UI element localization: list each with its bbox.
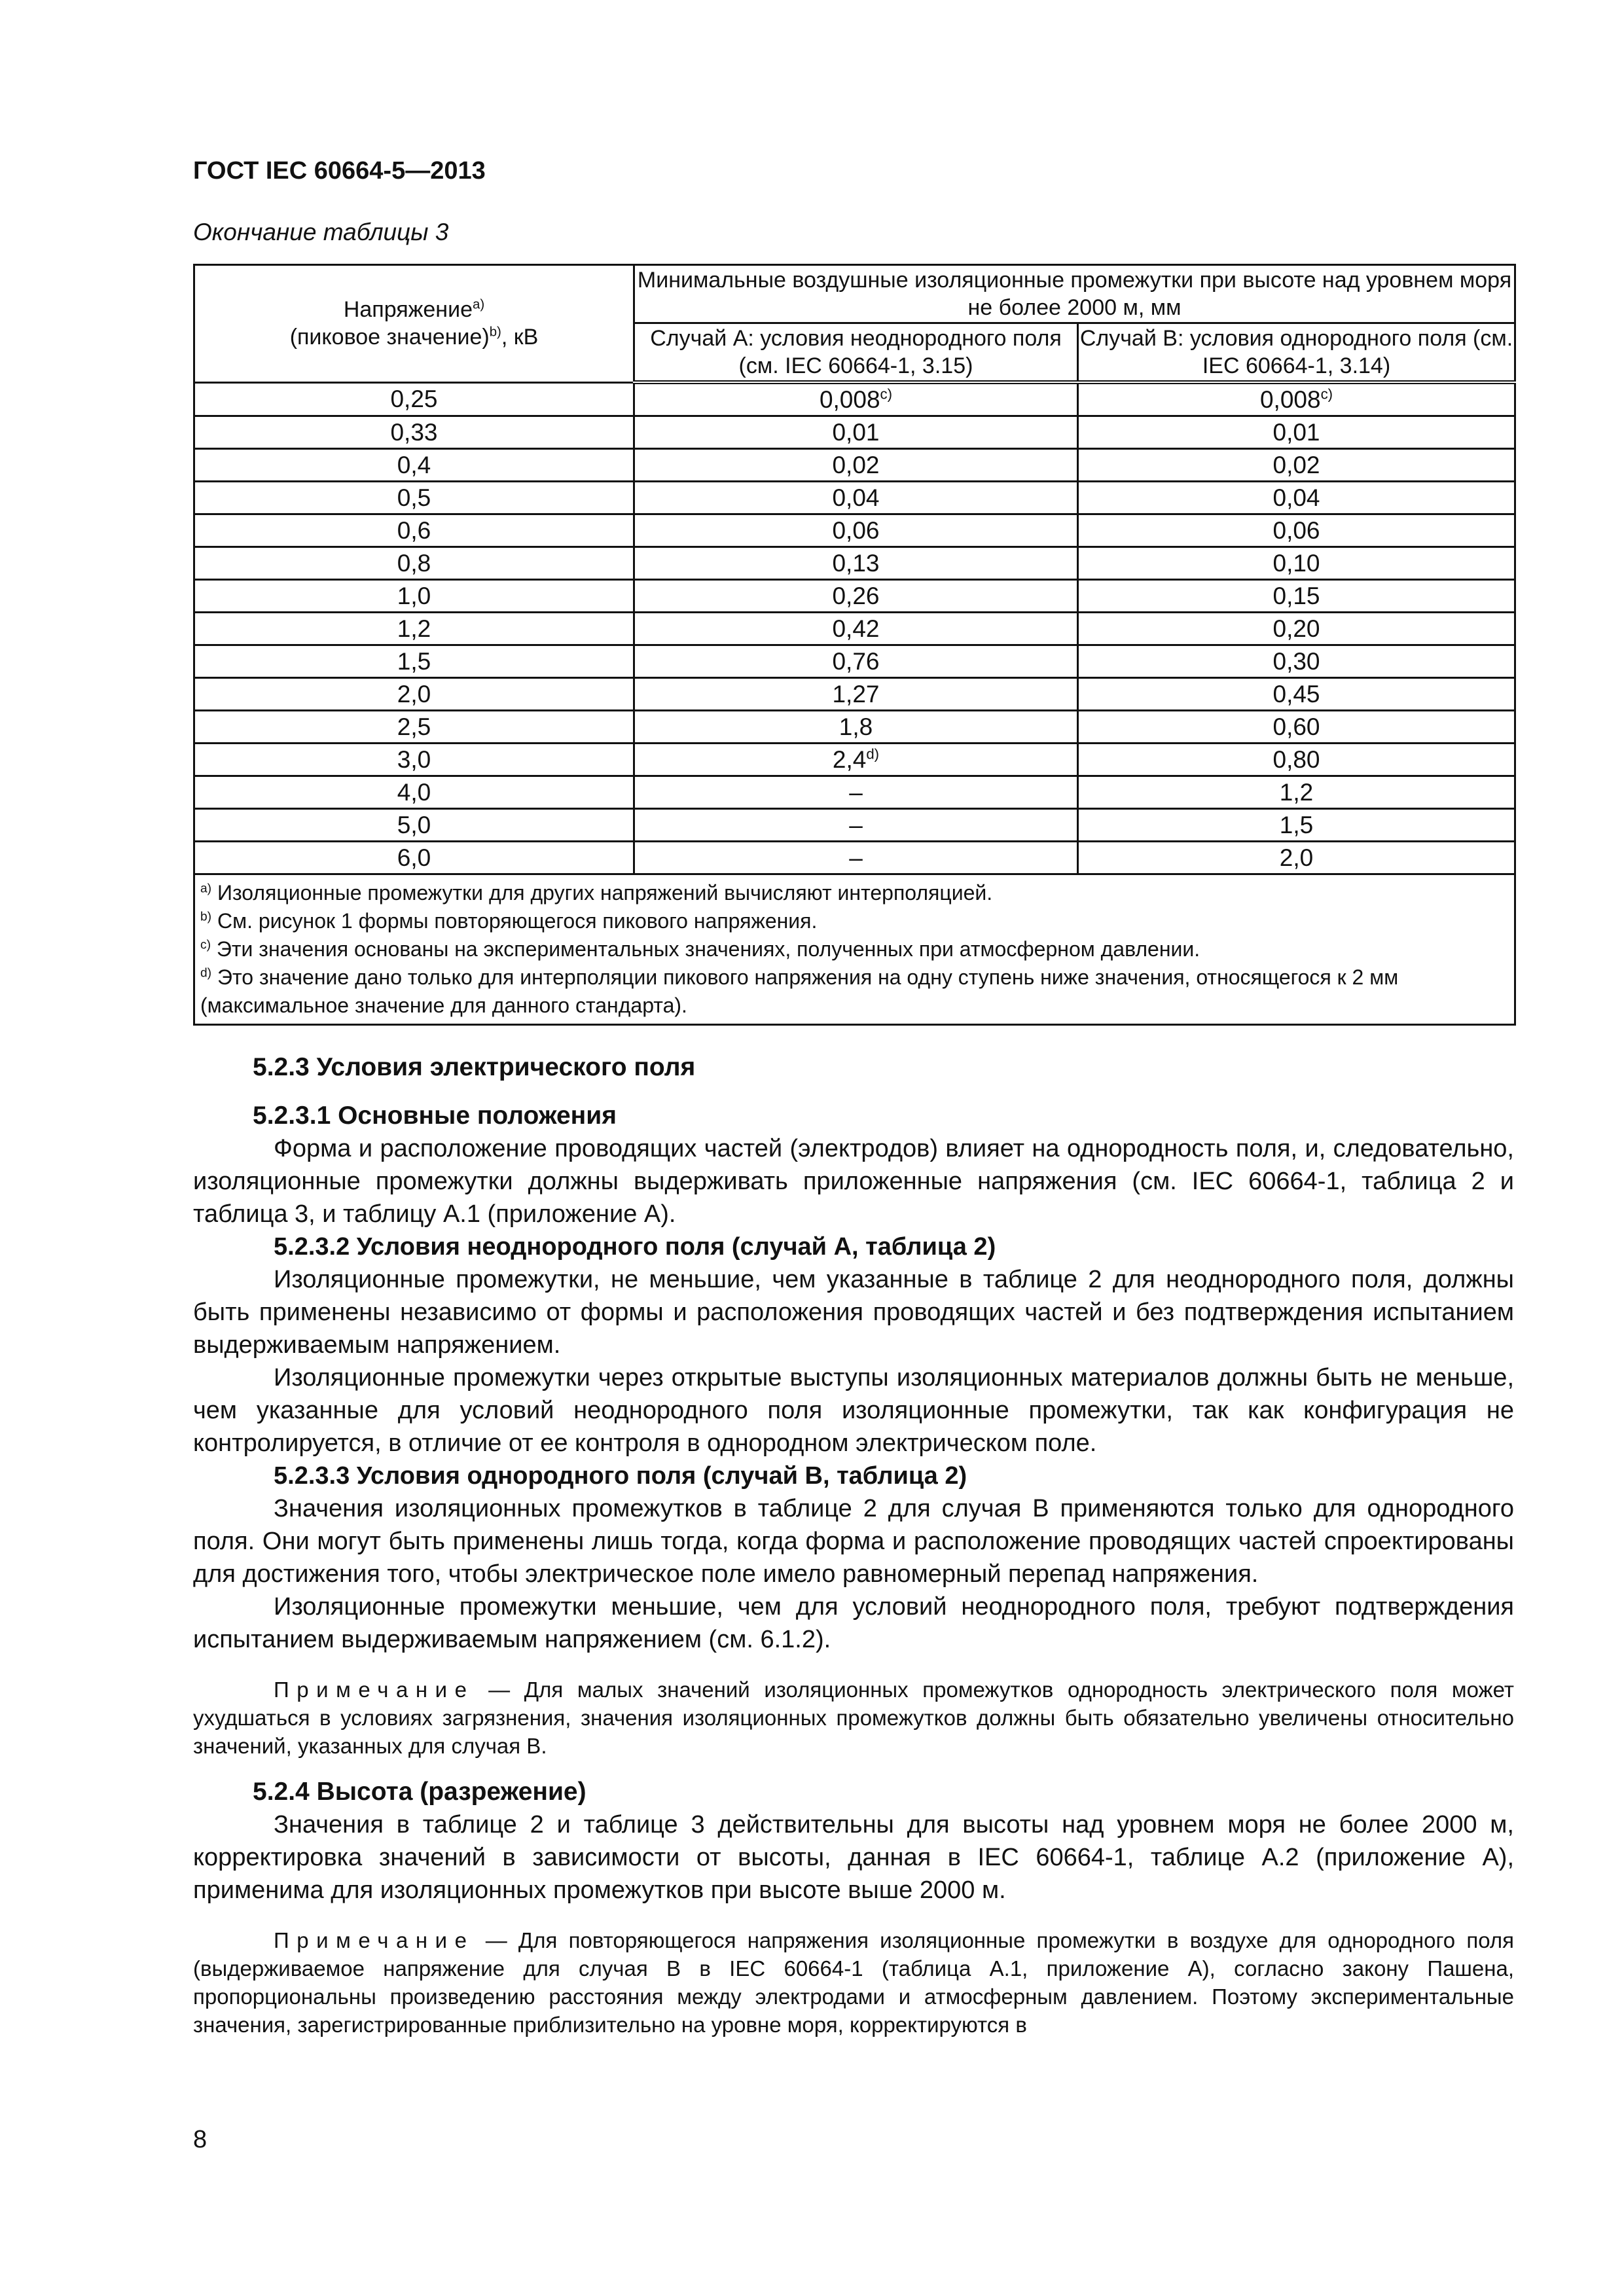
note-label: Примечание: [274, 1677, 475, 1702]
case-a-cell: 0,06: [634, 514, 1078, 547]
case-a-cell: –: [634, 842, 1078, 874]
case-b-cell: 0,60: [1078, 711, 1515, 744]
footnote: $^{a)}$ Изоляционные промежутки для других напряжений вычисляют интерполяцией.: [200, 881, 993, 905]
case-a-cell: –: [634, 776, 1078, 809]
paragraph-5232-2: Изоляционные промежутки через открытые выступы изоляционных материалов должны быть не меньше, чем указанные для условий неоднородного поля изоляционные промежутки, так как конфигурация не контролируется, в отличие от ее контроля в однородном электрическом поле.: [193, 1364, 1514, 1457]
voltage-cell: 0,6: [194, 514, 634, 547]
voltage-cell: 1,5: [194, 645, 634, 678]
table-row: [194, 416, 1515, 449]
table-caption: Окончание таблицы 3: [193, 219, 449, 245]
table-row: [194, 580, 1515, 613]
voltage-cell: 5,0: [194, 809, 634, 842]
case-a-cell: 0,02: [634, 449, 1078, 482]
section-title-5233: 5.2.3.3 Условия однородного поля (случай В, таблица 2): [274, 1462, 967, 1490]
table-row: [194, 613, 1515, 645]
paragraph-5232-1: Изоляционные промежутки, не меньшие, чем указанные в таблице 2 для неоднородного поля, должны быть применены независимо от формы и расположения проводящих частей и без подтверждения испытанием выдерживаемым напряжением.: [193, 1266, 1514, 1359]
note-1: Примечание — Для малых значений изоляционных промежутков однородность электрического поля может ухудшаться в условиях загрязнения, значения изоляционных промежутков должны быть обязательно увеличены относительно значений, указанных для случая В.: [193, 1677, 1514, 1758]
voltage-cell: 4,0: [194, 776, 634, 809]
table-row: [194, 449, 1515, 482]
voltage-cell: 6,0: [194, 842, 634, 874]
voltage-header: Напряжение$^{a)}$ (пиковое значение)$^{b)}$, кВ: [194, 265, 634, 383]
table-row: [194, 482, 1515, 514]
table-row: [194, 514, 1515, 547]
table-row: [194, 645, 1515, 678]
table-row: [194, 842, 1515, 874]
footnote: $^{c)}$ Эти значения основаны на экспериментальных значениях, полученных при атмосферном давлении.: [200, 937, 1200, 961]
case-a-cell: 1,8: [634, 711, 1078, 744]
table-footnotes: [194, 874, 1515, 1025]
case-a-header: Случай А: условия неоднородного поля (см. IEC 60664-1, 3.15): [634, 323, 1078, 383]
case-a-cell: 0,04: [634, 482, 1078, 514]
table-row: [194, 678, 1515, 711]
clearance-group-header: Минимальные воздушные изоляционные промежутки при высоте над уровнем моря не более 2000 м, мм: [634, 265, 1515, 323]
voltage-cell: 1,2: [194, 613, 634, 645]
case-a-cell: –: [634, 809, 1078, 842]
document-header: ГОСТ IEC 60664-5—2013: [193, 157, 486, 185]
case-b-cell: 0,008$^{c)}$: [1078, 382, 1515, 416]
footnote-list: [200, 879, 1509, 1020]
paragraph-5231-1: Форма и расположение проводящих частей (электродов) влияет на однородность поля, и, следовательно, изоляционные промежутки должны выдерживать приложенные напряжения (см. IEC 60664-1, таблица 2 и таблица 3, и таблицу А.1 (приложение А).: [193, 1135, 1514, 1228]
table-row: [194, 809, 1515, 842]
section-title-5232: 5.2.3.2 Условия неоднородного поля (случай А, таблица 2): [274, 1233, 996, 1261]
case-b-cell: 1,5: [1078, 809, 1515, 842]
case-b-cell: 0,02: [1078, 449, 1515, 482]
voltage-cell: 0,4: [194, 449, 634, 482]
case-b-cell: 0,80: [1078, 744, 1515, 776]
case-b-cell: 2,0: [1078, 842, 1515, 874]
section-523: [193, 1051, 1514, 2039]
table-row: [194, 711, 1515, 744]
case-a-cell: 0,76: [634, 645, 1078, 678]
case-a-cell: 1,27: [634, 678, 1078, 711]
case-a-cell: 2,4$^{d)}$: [634, 744, 1078, 776]
voltage-cell: 0,8: [194, 547, 634, 580]
case-b-cell: 1,2: [1078, 776, 1515, 809]
case-b-cell: 0,10: [1078, 547, 1515, 580]
case-b-cell: 0,20: [1078, 613, 1515, 645]
voltage-cell: 0,5: [194, 482, 634, 514]
footnote: $^{b)}$ См. рисунок 1 формы повторяющегося пикового напряжения.: [200, 909, 818, 933]
paragraph-524-1: Значения в таблице 2 и таблице 3 действительны для высоты над уровнем моря не более 2000 м, корректировка значений в зависимости от высоты, данная в IEC 60664-1, таблице А.2 (приложение А), применима для изоляционных промежутков при высоте выше 2000 м.: [193, 1811, 1514, 1904]
case-a-cell: 0,01: [634, 416, 1078, 449]
note-label: Примечание: [274, 1928, 475, 1952]
table-body: [194, 382, 1515, 874]
voltage-cell: 0,25: [194, 382, 634, 416]
case-a-cell: 0,26: [634, 580, 1078, 613]
case-b-cell: 0,06: [1078, 514, 1515, 547]
voltage-cell: 2,0: [194, 678, 634, 711]
voltage-cell: 3,0: [194, 744, 634, 776]
case-a-cell: 0,42: [634, 613, 1078, 645]
table-row: [194, 776, 1515, 809]
paragraph-5233-1: Значения изоляционных промежутков в таблице 2 для случая В применяются только для однородного поля. Они могут быть применены лишь тогда, когда форма и расположение проводящих частей спроектированы для достижения того, чтобы электрическое поле имело равномерный перепад напряжения.: [193, 1495, 1514, 1588]
case-b-cell: 0,30: [1078, 645, 1515, 678]
case-b-cell: 0,15: [1078, 580, 1515, 613]
table-row: [194, 547, 1515, 580]
page-number: 8: [193, 2126, 208, 2153]
case-b-cell: 0,01: [1078, 416, 1515, 449]
case-a-cell: 0,008$^{c)}$: [634, 382, 1078, 416]
section-title-524: 5.2.4 Высота (разрежение): [253, 1778, 586, 1806]
case-a-cell: 0,13: [634, 547, 1078, 580]
table-3: [193, 264, 1516, 1026]
section-title-523: 5.2.3 Условия электрического поля: [253, 1053, 696, 1081]
voltage-cell: 2,5: [194, 711, 634, 744]
voltage-cell: 1,0: [194, 580, 634, 613]
case-b-cell: 0,04: [1078, 482, 1515, 514]
table-row: [194, 744, 1515, 776]
footnote: $^{d)}$ Это значение дано только для интерполяции пикового напряжения на одну ступень ниже значения, относящегося к 2 мм (максимальное значение для данного стандарта).: [200, 965, 1399, 1017]
case-b-cell: 0,45: [1078, 678, 1515, 711]
voltage-cell: 0,33: [194, 416, 634, 449]
case-b-header: Случай В: условия однородного поля (см. IEC 60664-1, 3.14): [1078, 323, 1515, 383]
section-title-5231: 5.2.3.1 Основные положения: [253, 1102, 617, 1130]
note-2: Примечание — Для повторяющегося напряжения изоляционные промежутки в воздухе для однородного поля (выдерживаемое напряжение для случая В в IEC 60664-1 (таблица А.1, приложение А), согласно закону Пашена, пропорциональны произведению расстояния между электродами и атмосферным давлением. Поэтому экспериментальные значения, зарегистрированные приблизительно на уровне моря, корректируются в: [193, 1928, 1514, 2037]
paragraph-5233-2: Изоляционные промежутки меньшие, чем для условий неоднородного поля, требуют подтверждения испытанием выдерживаемым напряжением (см. 6.1.2).: [193, 1593, 1514, 1653]
table-row: [194, 382, 1515, 416]
